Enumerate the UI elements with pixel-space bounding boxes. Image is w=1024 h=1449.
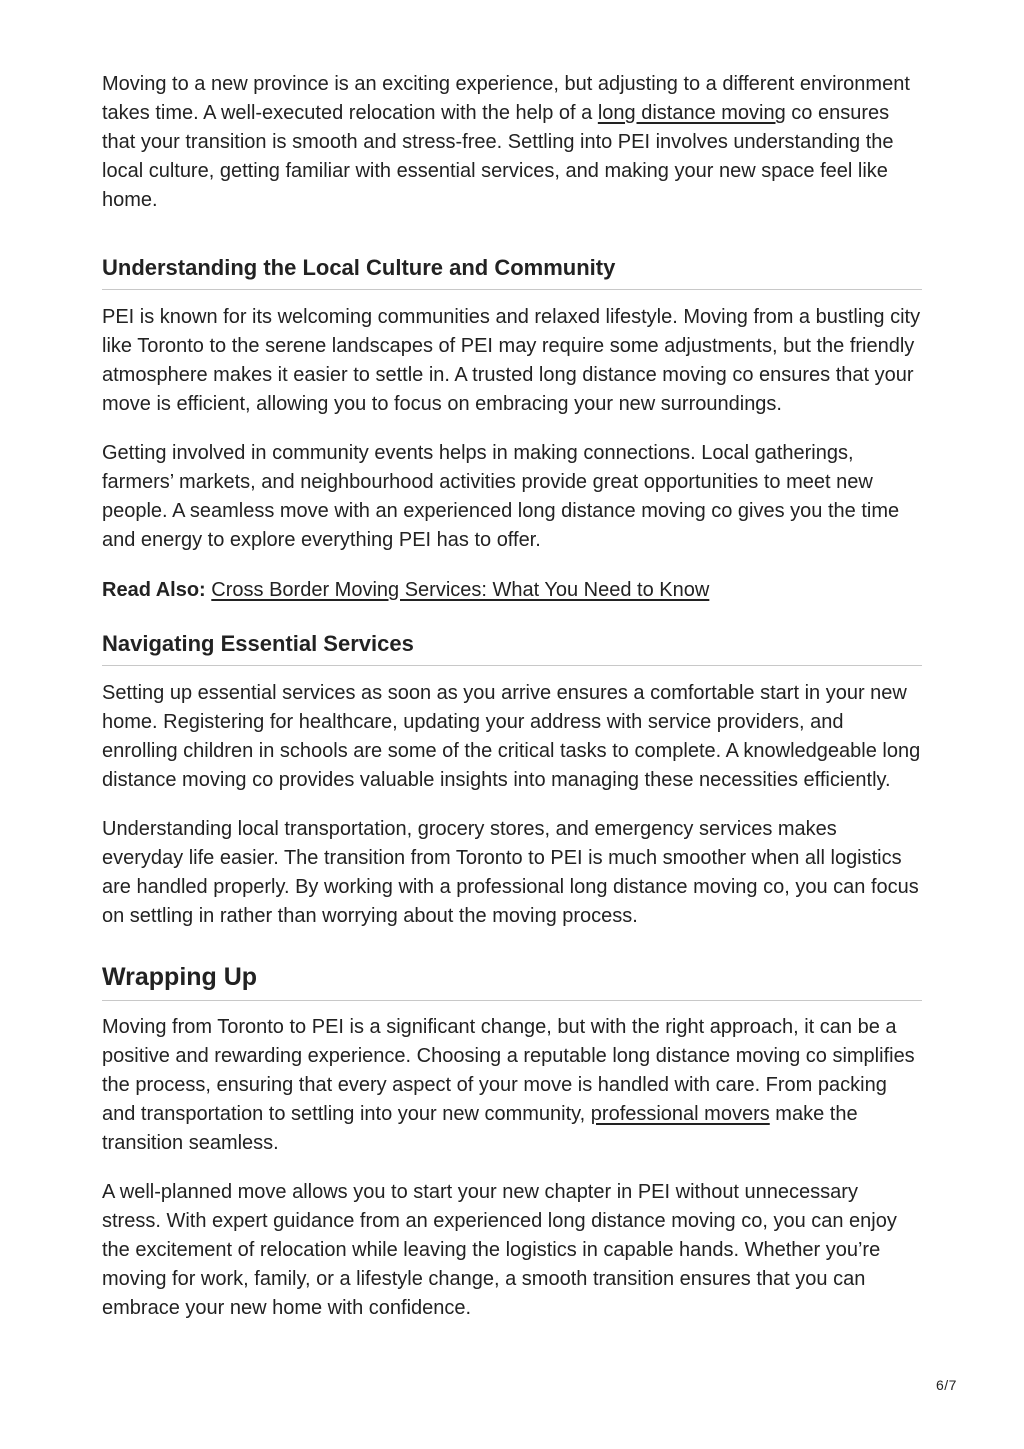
section-heading-wrapping-up: Wrapping Up [102,961,922,1001]
paragraph-local-culture-2: Getting involved in community events helps in making connections. Local gatherings, farmers’ markets, and neighbourhood activities provide great opportunities to meet new people. A seamless move with an experienced long distance moving co gives you the time and energy to explore everything PEI has to offer. [102,442,900,551]
page-number: 6/7 [936,1377,957,1393]
section-heading-essential-services: Navigating Essential Services [102,629,922,666]
wrapping-up-text-after-link: make the transition seamless. [102,1103,858,1154]
paragraph-wrapping-up-1 [102,1013,922,1158]
read-also [102,576,922,605]
paragraph-essential-services-2: Understanding local transportation, grocery stores, and emergency services makes everyday life easier. The transition from Toronto to PEI is much smoother when all logistics are handled properly. By working with a professional long distance moving co, you can focus on settling in rather than worrying about the moving process. [102,818,919,927]
intro-text-after-link: co ensures that your transition is smooth and stress-free. Settling into PEI involves understanding the local culture, getting familiar with essential services, and making your new space feel like home. [102,102,894,211]
section-heading-local-culture: Understanding the Local Culture and Community [102,253,922,290]
wrapping-up-text-before-link: Moving from Toronto to PEI is a significant change, but with the right approach, it can be a positive and rewarding experience. Choosing a reputable long distance moving co simplifies the process, ensuring that every aspect of your move is handled with care. From packing and transportation to settling into your new community, [102,1016,915,1125]
read-also-label: Read Also: [102,579,206,601]
paragraph-local-culture-1: PEI is known for its welcoming communities and relaxed lifestyle. Moving from a bustling city like Toronto to the serene landscapes of PEI may require some adjustments, but the friendly atmosphere makes it easier to settle in. A trusted long distance moving co ensures that your move is efficient, allowing you to focus on embracing your new surroundings. [102,306,921,415]
cross-border-moving-link[interactable]: Cross Border Moving Services: What You Need to Know [211,579,710,601]
intro-text-before-link: Moving to a new province is an exciting experience, but adjusting to a different environment takes time. A well-executed relocation with the help of a [102,73,910,124]
paragraph-essential-services-1: Setting up essential services as soon as you arrive ensures a comfortable start in your new home. Registering for healthcare, updating your address with service providers, and enrolling children in schools are some of the critical tasks to complete. A knowledgeable long distance moving co provides valuable insights into managing these necessities efficiently. [102,682,921,791]
professional-movers-link[interactable]: professional movers [590,1103,770,1125]
long-distance-moving-link[interactable]: long distance moving [597,102,786,124]
paragraph-wrapping-up-2: A well-planned move allows you to start your new chapter in PEI without unnecessary stress. With expert guidance from an experienced long distance moving co, you can enjoy the excitement of relocation while leaving the logistics in capable hands. Whether you’re moving for work, family, or a lifestyle change, a smooth transition ensures that you can embrace your new home with confidence. [102,1181,897,1319]
article-body [102,70,922,1323]
intro-paragraph [102,70,922,215]
